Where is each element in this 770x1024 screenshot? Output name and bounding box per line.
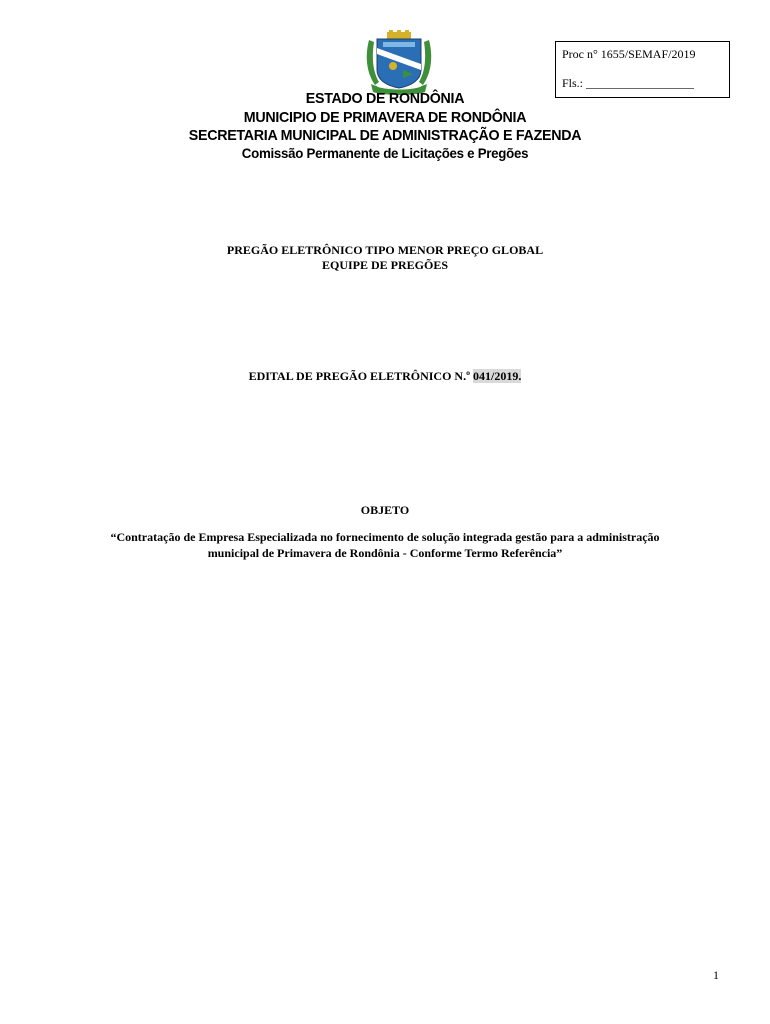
municipality-heading: MUNICIPIO DE PRIMAVERA DE RONDÔNIA <box>243 109 527 126</box>
modality-title: PREGÃO ELETRÔNICO TIPO MENOR PREÇO GLOBAL <box>226 243 544 257</box>
edital-prefix: EDITAL DE PREGÃO ELETRÔNICO N.º <box>248 369 471 383</box>
page-number: 1 <box>713 968 719 982</box>
object-text-line-1: “Contratação de Empresa Especializada no fornecimento de solução integrada gestão para a administração <box>110 530 660 544</box>
edital-number: 041/2019. <box>473 369 522 383</box>
team-title: EQUIPE DE PREGÕES <box>321 258 449 272</box>
process-number: Proc n° 1655/SEMAF/2019 <box>562 47 696 61</box>
commission-heading: Comissão Permanente de Licitações e Pregões <box>241 145 529 161</box>
object-text-line-2: municipal de Primavera de Rondônia - Conforme Termo Referência” <box>207 546 563 560</box>
object-heading: OBJETO <box>360 503 410 517</box>
secretariat-heading: SECRETARIA MUNICIPAL DE ADMINISTRAÇÃO E FAZENDA <box>188 127 582 144</box>
municipal-coat-of-arms-icon <box>363 30 435 96</box>
folio-field: Fls.: __________________ <box>562 76 695 90</box>
edital-title <box>0 369 770 384</box>
state-heading: ESTADO DE RONDÔNIA <box>305 90 465 107</box>
